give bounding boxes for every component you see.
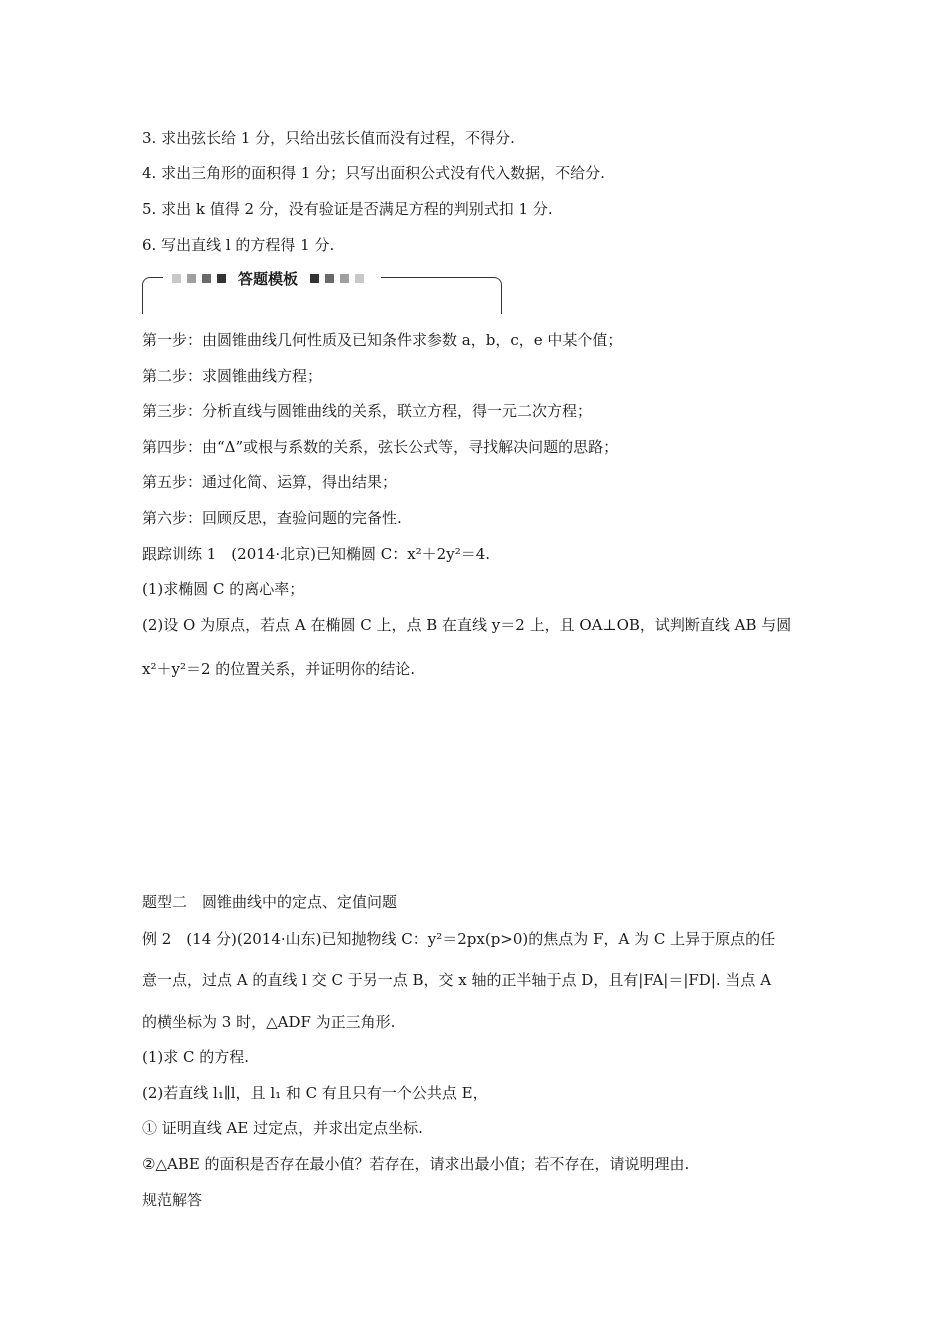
rule-3: 3. 求出弦长给 1 分，只给出弦长值而没有过程，不得分.: [142, 129, 515, 147]
decor-square-icon: [355, 274, 364, 283]
rule-6: 6. 写出直线 l 的方程得 1 分.: [142, 236, 335, 254]
decor-square-icon: [325, 274, 334, 283]
tracking-q2-line1: (2)设 O 为原点，若点 A 在椭圆 C 上，点 B 在直线 y＝2 上，且 OA⊥OB，试判断直线 AB 与圆: [142, 616, 792, 634]
step-4: 第四步：由“Δ”或根与系数的关系，弦长公式等，寻找解决问题的思路；: [142, 438, 619, 456]
example-line1: 例 2 (14 分)(2014·山东)已知抛物线 C：y²＝2px(p>0)的焦点为 F，A 为 C 上异于原点的任: [142, 930, 776, 948]
decor-square-icon: [310, 274, 319, 283]
step-3: 第三步：分析直线与圆锥曲线的关系，联立方程，得一元二次方程；: [142, 402, 593, 420]
example-q2: (2)若直线 l₁∥l，且 l₁ 和 C 有且只有一个公共点 E，: [142, 1084, 488, 1102]
step-6: 第六步：回顾反思，查验问题的完备性.: [142, 509, 402, 527]
tracking-head: 跟踪训练 1 (2014·北京)已知椭圆 C：x²＋2y²＝4.: [142, 545, 491, 563]
step-1: 第一步：由圆锥曲线几何性质及已知条件求参数 a，b，c，e 中某个值；: [142, 331, 623, 349]
example-q2b: ②△ABE 的面积是否存在最小值？若存在，请求出最小值；若不存在，请说明理由.: [142, 1155, 690, 1173]
decor-square-icon: [217, 274, 226, 283]
footer-label: 规范解答: [142, 1191, 203, 1209]
step-2: 第二步：求圆锥曲线方程；: [142, 367, 323, 385]
decor-square-icon: [172, 274, 181, 283]
template-title: 答题模板: [238, 269, 299, 288]
example-line3: 的横坐标为 3 时，△ADF 为正三角形.: [142, 1013, 396, 1031]
decor-square-icon: [202, 274, 211, 283]
rule-5: 5. 求出 k 值得 2 分，没有验证是否满足方程的判别式扣 1 分.: [142, 200, 553, 218]
tracking-q2-line2: x²＋y²＝2 的位置关系，并证明你的结论.: [142, 660, 416, 678]
rule-4: 4. 求出三角形的面积得 1 分；只写出面积公式没有代入数据，不给分.: [142, 164, 605, 182]
example-q2a: ① 证明直线 AE 过定点，并求出定点坐标.: [142, 1119, 423, 1137]
template-title-bar: [172, 267, 364, 289]
decor-square-icon: [340, 274, 349, 283]
tracking-q1: (1)求椭圆 C 的离心率；: [142, 580, 305, 598]
section-title: 题型二 圆锥曲线中的定点、定值问题: [142, 893, 398, 911]
example-line2: 意一点，过点 A 的直线 l 交 C 于另一点 B，交 x 轴的正半轴于点 D，且有|FA|＝|FD|. 当点 A: [142, 971, 772, 989]
step-5: 第五步：通过化简、运算，得出结果；: [142, 473, 398, 491]
example-q1: (1)求 C 的方程.: [142, 1048, 250, 1066]
decor-square-icon: [187, 274, 196, 283]
